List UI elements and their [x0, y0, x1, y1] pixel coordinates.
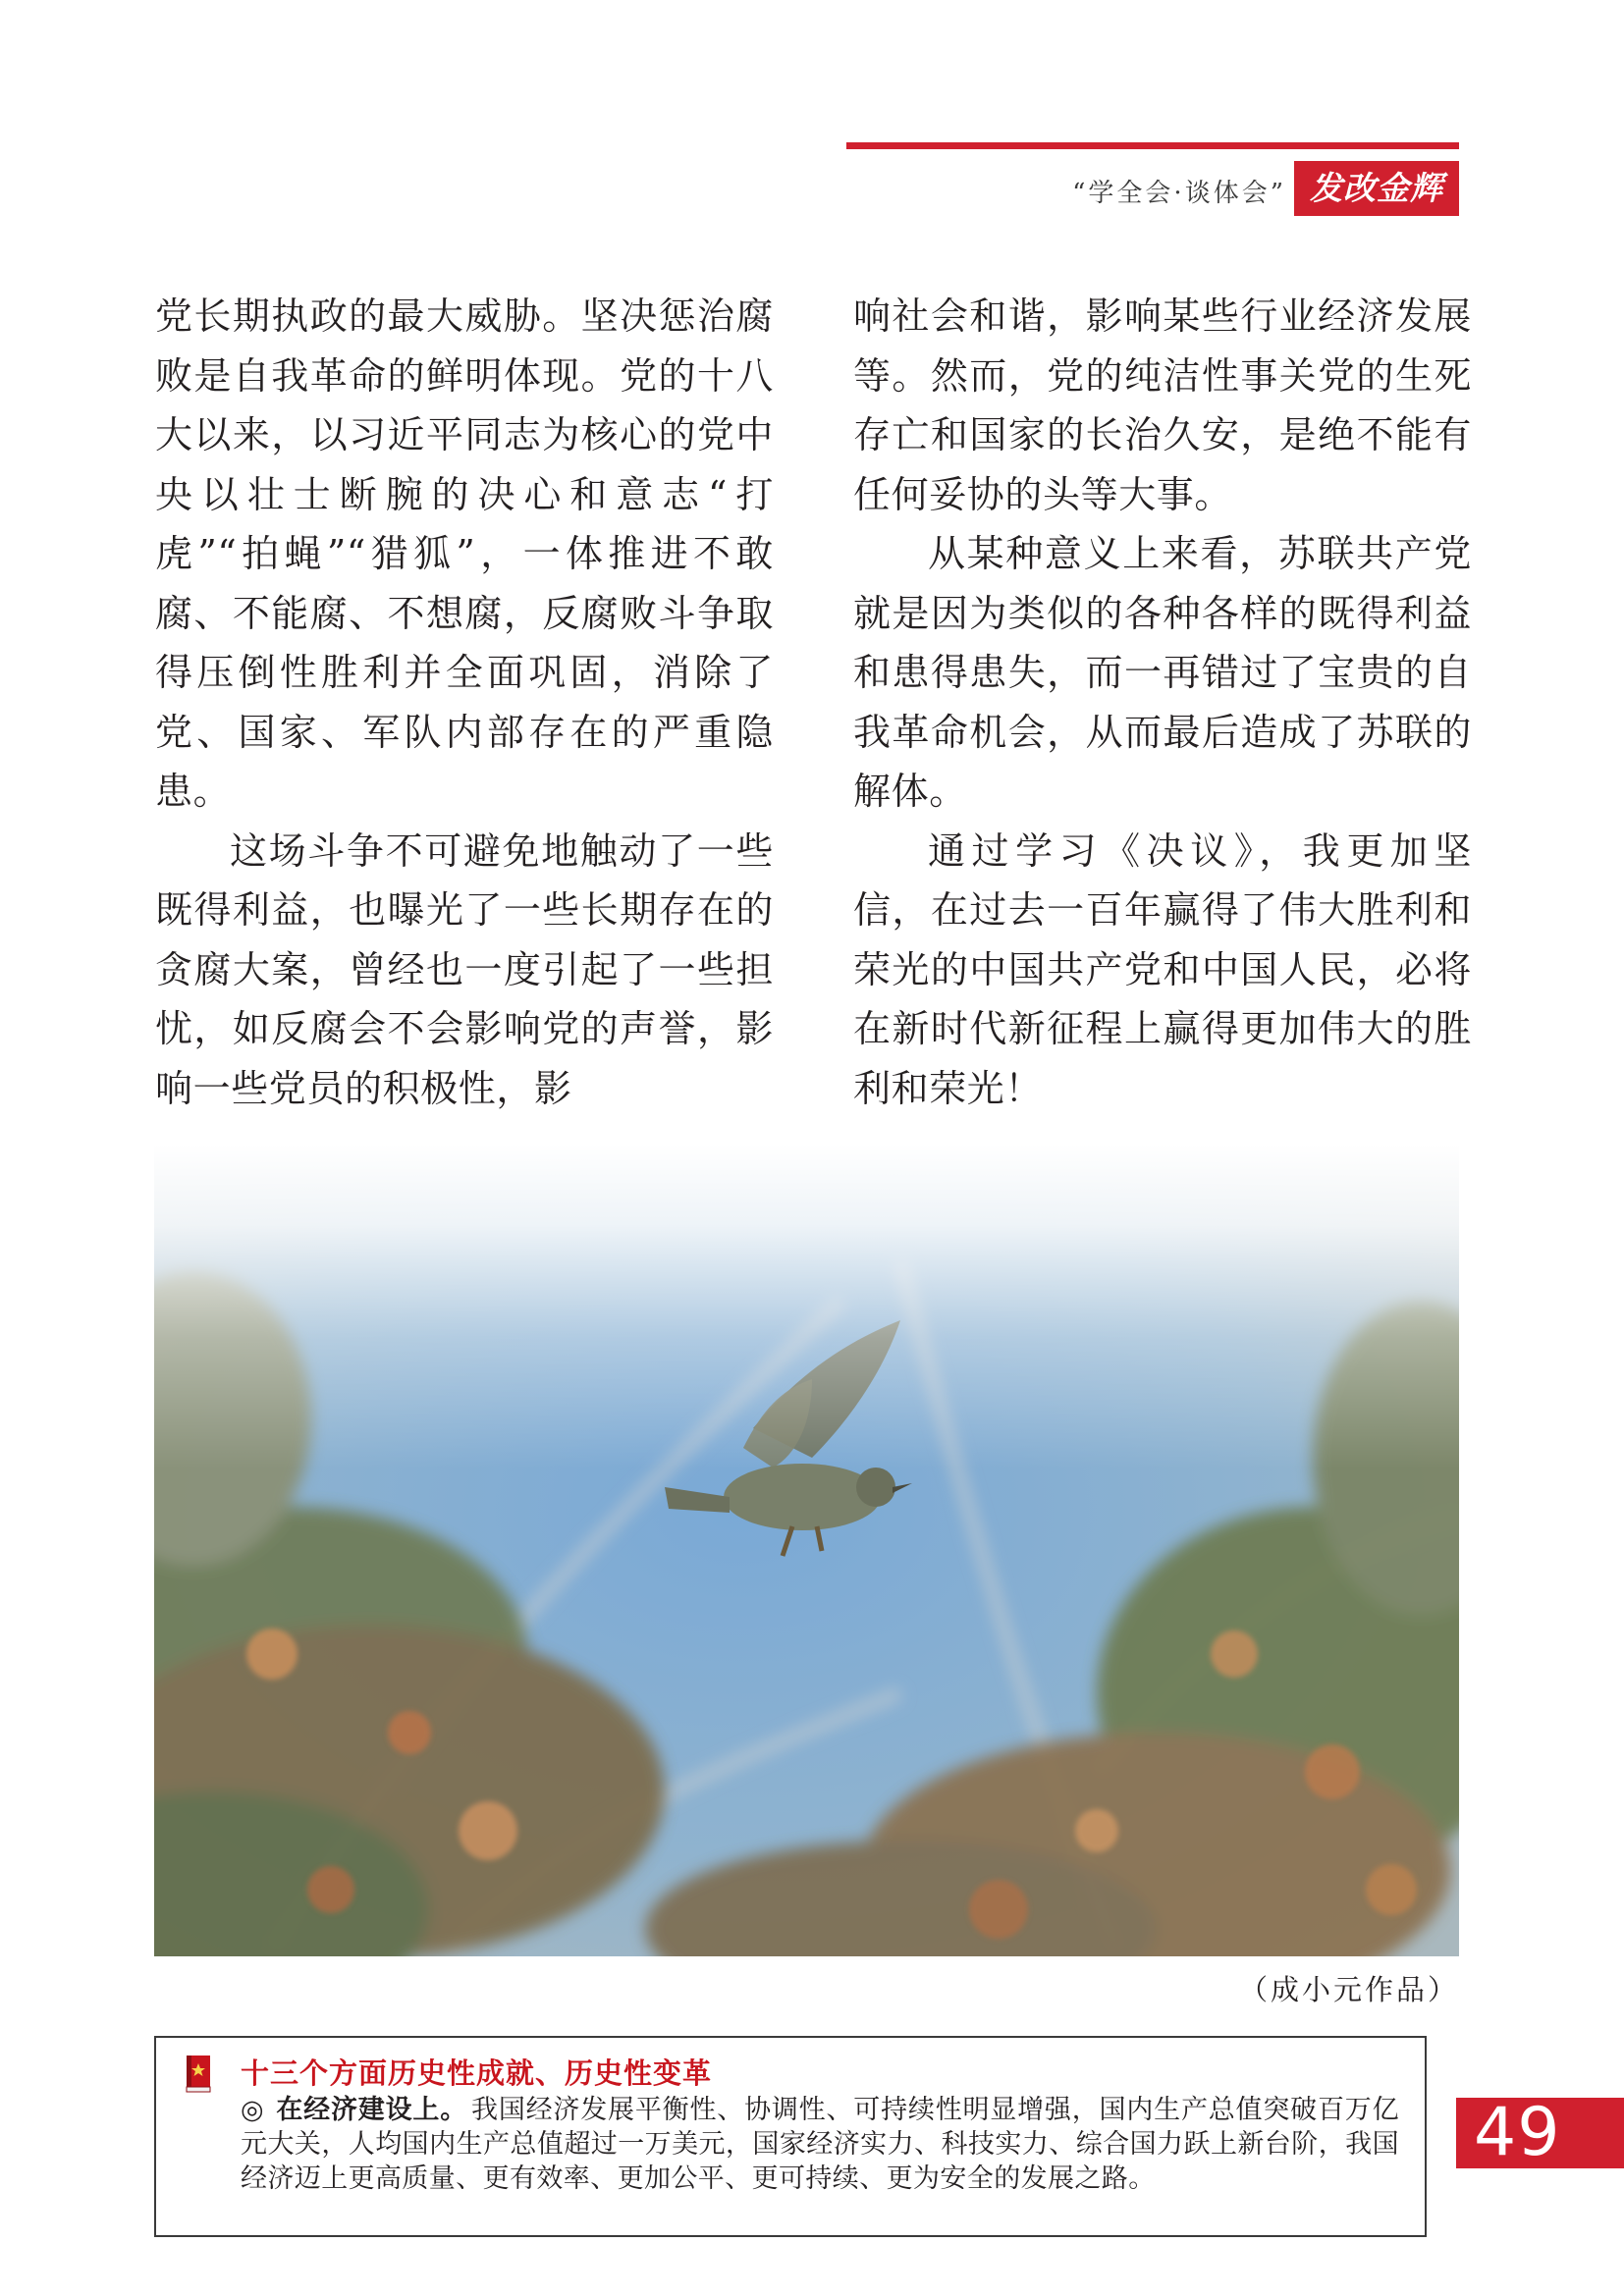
- article-paragraph: 响社会和谐，影响某些行业经济发展等。然而，党的纯洁性事关党的生死存亡和国家的长治久安，是绝不能有任何妥协的头等大事。: [853, 294, 1472, 516]
- red-book-icon: [184, 2054, 213, 2093]
- photo-credit: （成小元作品）: [1238, 1973, 1459, 2006]
- info-box-title: 十三个方面历史性成就、历史性变革: [241, 2056, 713, 2090]
- article-paragraph: 党长期执政的最大威胁。坚决惩治腐败是自我革命的鲜明体现。党的十八大以来，以习近平同志为核心的党中央以壮士断腕的决心和意志“打虎”“拍蝇”“猎狐”，一体推进不敢腐、不能腐、不想腐，反腐败斗争取得压倒性胜利并全面巩固，消除了党、国家、军队内部存在的严重隐患。: [155, 294, 774, 813]
- info-box-lead: 在经济建设上。: [276, 2095, 468, 2125]
- info-box: [154, 2036, 1427, 2237]
- info-box-text: 我国经济发展平衡性、协调性、可持续性明显增强，国内生产总值突破百万亿元大关，人均国内生产总值超过一万美元，国家经济实力、科技实力、综合国力跃上新台阶，我国经济迈上更高质量、更有效率、更加公平、更可持续、更为安全的发展之路。: [241, 2095, 1399, 2194]
- article-paragraph: 从某种意义上来看，苏联共产党就是因为类似的各种各样的既得利益和患得患失，而一再错过了宝贵的自我革命机会，从而最后造成了苏联的解体。: [853, 532, 1472, 813]
- article-paragraph: 这场斗争不可避免地触动了一些既得利益，也曝光了一些长期存在的贪腐大案，曾经也一度引起了一些担忧，如反腐会不会影响党的声誉，影响一些党员的积极性，影: [155, 828, 774, 1110]
- page-number: 49: [1456, 2098, 1624, 2168]
- magazine-brand: 发改金辉: [1294, 161, 1459, 216]
- section-title: “学全会·谈体会”: [1072, 179, 1286, 208]
- article-right-column: [853, 287, 1472, 1118]
- info-box-body: [241, 2093, 1399, 2196]
- header-rule: [846, 142, 1459, 149]
- article-left-column: [155, 287, 774, 1118]
- bullet-marker: ◎: [241, 2095, 265, 2125]
- article-paragraph: 通过学习《决议》，我更加坚信，在过去一百年赢得了伟大胜利和荣光的中国共产党和中国人民，必将在新时代新征程上赢得更加伟大的胜利和荣光！: [853, 828, 1472, 1110]
- bird-photo: [154, 1144, 1459, 1956]
